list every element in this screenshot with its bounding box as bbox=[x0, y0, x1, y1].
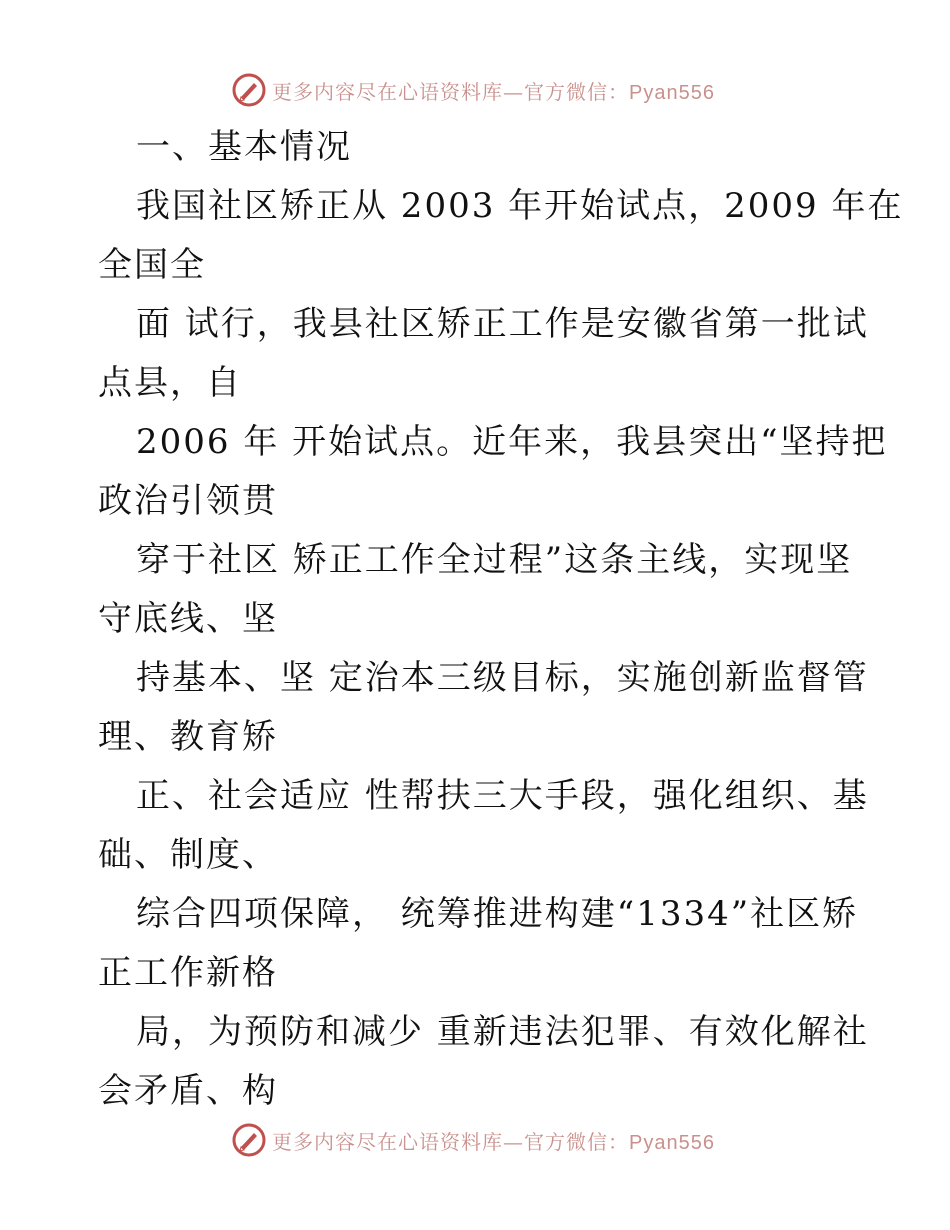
document-body bbox=[98, 118, 904, 1121]
text-line: 一、基本情况 bbox=[136, 127, 352, 167]
text-line: 点县，自 bbox=[98, 363, 242, 403]
text-line: 局，为预防和减少 重新违法犯罪、有效化解社 bbox=[136, 1012, 869, 1052]
header-watermark bbox=[232, 72, 715, 108]
text-line: 穿于社区 矫正工作全过程”这条主线，实现坚 bbox=[136, 540, 853, 580]
text-line: 会矛盾、构 bbox=[98, 1071, 278, 1111]
text-line: 正工作新格 bbox=[98, 953, 278, 993]
text-line: 础、制度、 bbox=[98, 835, 278, 875]
watermark-text: 更多内容尽在心语资料库—官方微信：Pyan556 bbox=[272, 1129, 715, 1154]
text-line: 综合四项保障， 统筹推进构建“1334”社区矫 bbox=[136, 894, 859, 934]
text-line: 正、社会适应 性帮扶三大手段，强化组织、基 bbox=[136, 776, 869, 816]
text-line: 全国全 bbox=[98, 245, 206, 285]
text-line: 我国社区矫正从 2003 年开始试点，2009 年在 bbox=[136, 186, 904, 226]
text-line: 守底线、坚 bbox=[98, 599, 278, 639]
text-line: 理、教育矫 bbox=[98, 717, 278, 757]
watermark-id: Pyan556 bbox=[629, 81, 715, 104]
text-line: 持基本、坚 定治本三级目标，实施创新监督管 bbox=[136, 658, 869, 698]
pen-logo-icon bbox=[232, 1123, 266, 1157]
watermark-text: 更多内容尽在心语资料库—官方微信：Pyan556 bbox=[272, 79, 715, 104]
watermark-id: Pyan556 bbox=[629, 1131, 715, 1154]
footer-watermark bbox=[232, 1122, 715, 1158]
text-line: 2006 年 开始试点。近年来，我县突出“坚持把 bbox=[136, 422, 888, 462]
text-line: 政治引领贯 bbox=[98, 481, 278, 521]
text-line: 面 试行，我县社区矫正工作是安徽省第一批试 bbox=[136, 304, 869, 344]
pen-logo-icon bbox=[232, 73, 266, 107]
